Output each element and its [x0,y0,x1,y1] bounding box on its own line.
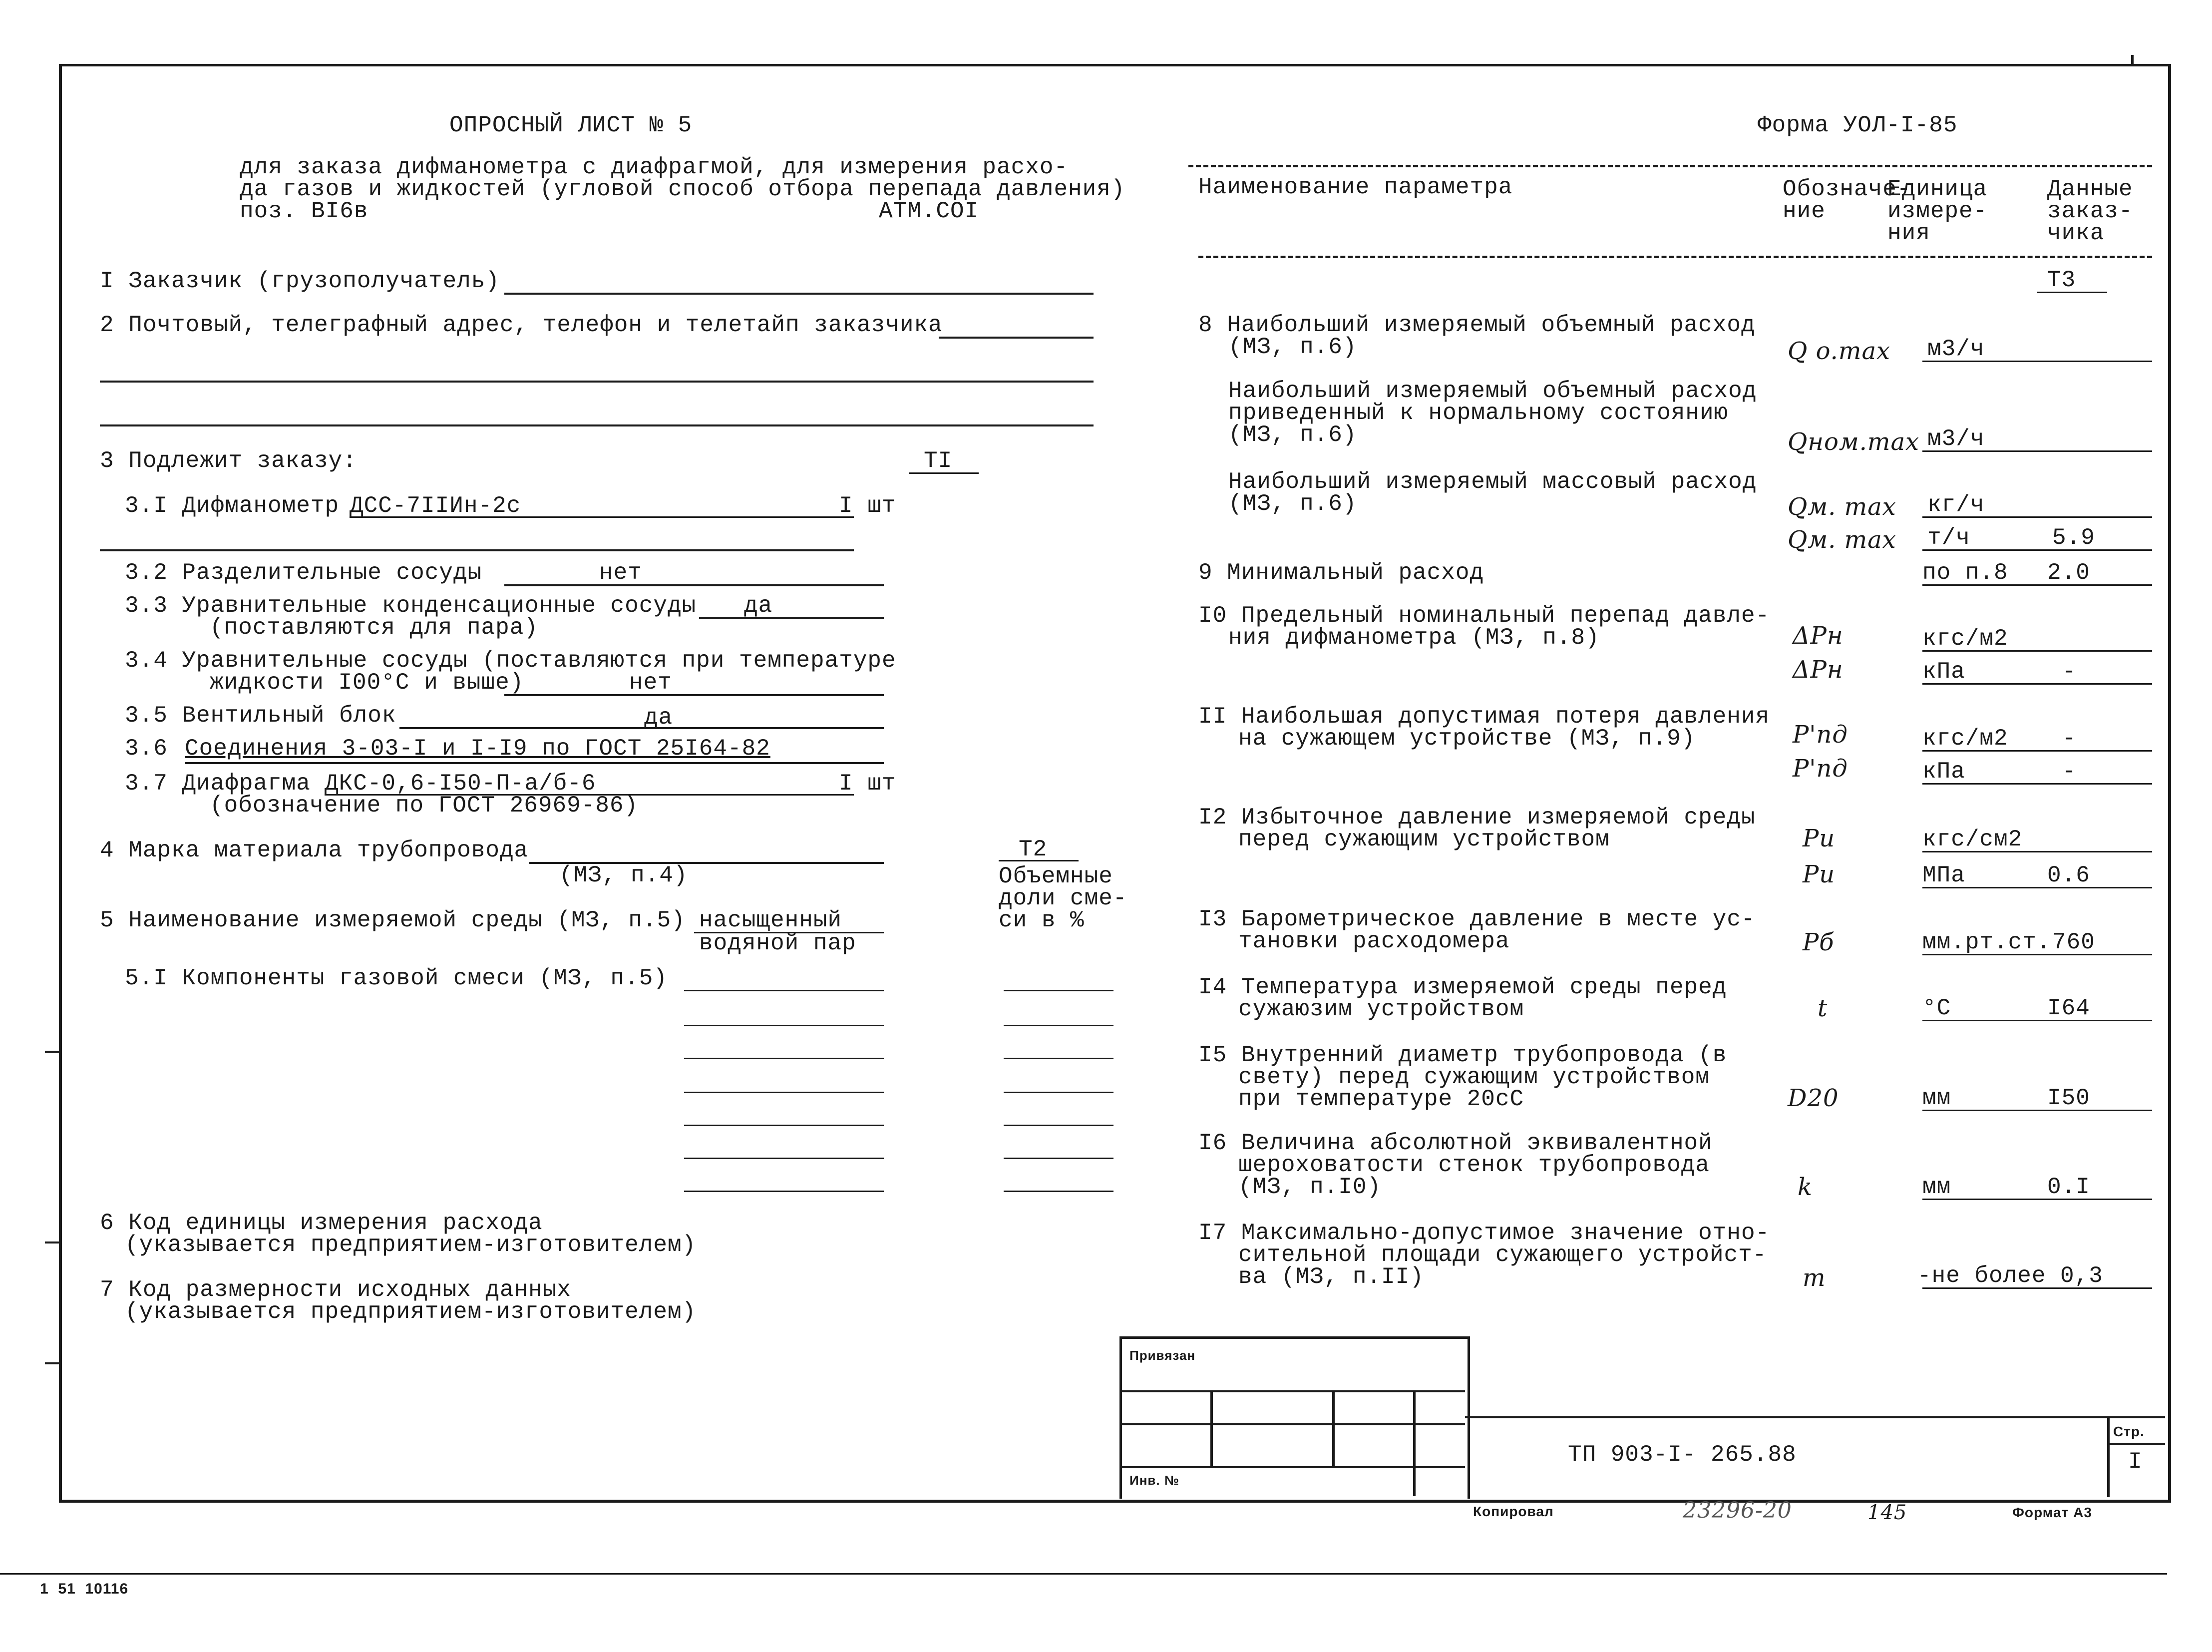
row-12-unit-1: кгс/см2 [1922,826,2023,852]
row-13-label-2: тановки расходомера [1238,928,1510,954]
item-3-5-field[interactable] [399,727,884,729]
bottom-rule [0,1573,2167,1575]
form-code: Форма УОЛ-I-85 [1758,112,1958,138]
row-8n-label: Наибольший измеряемый объемный расход [1228,378,1757,404]
row-11-unit-1: кгс/м2 [1922,726,2008,752]
item-3-1-field[interactable] [350,516,854,518]
t2-caption-1: Объемные [999,863,1113,889]
item-3-2-field[interactable] [504,584,884,586]
row-10-field-1[interactable] [1922,650,2152,652]
row-12-label-2: перед сужающим устройством [1238,826,1610,852]
position: поз. BI6в [240,198,369,224]
row-12-field-2[interactable] [1922,887,2152,888]
row-8-symbol: Q o.max [1788,337,1891,365]
item-3-3-label: 3.3 Уравнительные конденсационные сосуды [125,593,697,619]
gas-fraction-field-6[interactable] [1004,1158,1113,1159]
row-16-unit: мм [1922,1174,1951,1200]
subtitle-line-2: да газов и жидкостей (угловой способ отбора перепада давления) [240,176,1125,202]
item-5-value-1: насыщенный [699,907,842,933]
t2-underline [999,860,1079,861]
row-16-value: 0.I [2047,1174,2090,1200]
gas-component-field-1[interactable] [684,990,884,991]
row-9-value: 2.0 [2047,560,2090,586]
t3-underline [2037,292,2107,293]
row-14-label: I4 Температура измеряемой среды перед [1198,974,1727,1000]
row-14-value: I64 [2047,995,2090,1021]
row-15-label-3: при температуре 20сС [1238,1086,1524,1112]
t2-caption-3: си в % [999,907,1085,933]
stamp-copied-label: Копировал [1473,1504,1554,1519]
row-11-symbol-2: P'пд [1793,755,1848,783]
corner-code: 1 51 10116 [40,1581,129,1597]
stamp-page-label: Стр. [2113,1424,2145,1439]
item-3-1-divider [100,549,854,551]
gas-fraction-field-1[interactable] [1004,990,1113,991]
item-6-note: (указывается предприятием-изготовителем) [125,1232,697,1258]
row-10-value-2: - [2062,659,2077,685]
t1-underline [909,472,979,474]
row-16-label: I6 Величина абсолютной эквивалентной [1198,1130,1713,1156]
item-3-7-label: 3.7 Диафрагма [125,771,311,797]
row-12-field-1[interactable] [1922,851,2152,852]
col-unit-header-3: ния [1887,220,1930,246]
row-15-value: I50 [2047,1085,2090,1111]
row-12-value-2: 0.6 [2047,862,2090,888]
row-15-label: I5 Внутренний диаметр трубопровода (в [1198,1042,1727,1068]
row-8m-label: Наибольший измеряемый массовый расход [1228,469,1757,495]
row-8m-value-2: 5.9 [2052,525,2095,551]
item-3-7-value: ДКС-0,6-I50-П-а/б-6 [325,771,596,797]
row-13-symbol: Pб [1803,928,1835,956]
gas-component-field-3[interactable] [684,1058,884,1059]
row-8n-label-3: (МЗ, п.6) [1228,422,1357,448]
row-8n-label-2: приведенный к нормальному состоянию [1228,400,1729,426]
row-15-label-2: свету) перед сужающим устройством [1238,1064,1710,1090]
row-11-value-1: - [2062,726,2077,752]
item-7-label: 7 Код размерности исходных данных [100,1277,571,1303]
margin-tick-3 [45,1241,60,1243]
row-10-symbol-2: ΔPн [1793,656,1843,684]
item-2-label: 2 Почтовый, телеграфный адрес, телефон и телетайп заказчика [100,312,943,338]
row-10-unit-1: кгс/м2 [1922,626,2008,652]
row-11-value-2: - [2062,759,2077,785]
gas-fraction-field-3[interactable] [1004,1058,1113,1059]
row-11-label-2: на сужающем устройстве (МЗ, п.9) [1238,726,1696,752]
row-12-symbol-2: Pи [1803,860,1836,888]
stamp-col-3 [1413,1390,1416,1496]
row-9-unit: по п.8 [1922,560,2008,586]
item-1-field[interactable] [504,293,1094,295]
item-4-ref: (МЗ, п.4) [559,862,688,888]
stamp-col-2 [1332,1390,1335,1466]
item-2-field-c[interactable] [100,424,1094,426]
stamp-page-number: I [2128,1449,2143,1475]
row-14-unit: °С [1922,995,1951,1021]
stamp-privyazan: Привязан [1129,1348,1196,1363]
row-8m-field-1[interactable] [1922,516,2152,518]
gas-fraction-field-2[interactable] [1004,1025,1113,1026]
row-17-symbol: m [1803,1264,1826,1292]
margin-tick-1 [45,1051,60,1053]
stamp-format: Формат А3 [2012,1505,2092,1520]
row-14-symbol: t [1818,994,1828,1022]
row-8-unit: м3/ч [1927,336,1985,362]
stamp-doc-number: ТП 903-I- 265.88 [1568,1442,1797,1468]
gas-component-field-6[interactable] [684,1158,884,1159]
gas-fraction-field-4[interactable] [1004,1092,1113,1093]
row-10-label-2: ния дифманометра (МЗ, п.8) [1228,625,1600,651]
row-17-label-2: сительной площади сужающего устройст- [1238,1242,1767,1268]
stamp-copy-number: 23296-20 [1683,1498,1792,1523]
gas-component-field-4[interactable] [684,1092,884,1093]
stamp-copy-page: 145 [1867,1501,1907,1524]
row-13-label: I3 Барометрическое давление в месте ус- [1198,906,1756,932]
gas-fraction-field-5[interactable] [1004,1125,1113,1126]
row-8m-unit-2: т/ч [1927,525,1970,551]
row-11-field-2[interactable] [1922,783,2152,785]
item-3-5-label: 3.5 Вентильный блок [125,703,396,729]
row-17-field[interactable] [1922,1287,2152,1289]
item-3-4-label-2: жидкости I00°С и выше) [210,670,524,696]
item-3-6-label: 3.6 [125,736,168,762]
row-13-value: 760 [2052,929,2095,955]
table-header-dashed [1198,256,2152,258]
row-8m-symbol-2: Qм. max [1788,526,1896,554]
item-5-value-2: водяной пар [699,930,856,956]
item-7-note: (указывается предприятием-изготовителем) [125,1299,697,1325]
item-2-field-b[interactable] [100,381,1094,383]
t2-caption-2: доли сме- [999,885,1127,911]
row-8-label: 8 Наибольший измеряемый объемный расход [1198,312,1756,338]
col-data-header-2: заказ- [2047,198,2133,224]
item-3-1-model: ДСС-7IIИн-2с [350,493,521,519]
row-12-symbol-1: Pи [1803,825,1836,852]
margin-tick-2 [45,1362,60,1364]
row-16-label-3: (МЗ, п.I0) [1238,1174,1382,1200]
item-3-6-field[interactable] [185,762,884,764]
row-9-field[interactable] [1922,584,2152,586]
row-8n-unit: м3/ч [1927,426,1985,452]
item-3-4-field[interactable] [504,694,884,696]
form-title: ОПРОСНЫЙ ЛИСТ № 5 [449,112,693,138]
t2-mark: T2 [1019,836,1048,862]
t3-mark: T3 [2047,267,2076,293]
row-16-field[interactable] [1922,1199,2152,1200]
row-8m-label-2: (МЗ, п.6) [1228,491,1357,517]
item-5-1-label: 5.I Компоненты газовой смеси (МЗ, п.5) [125,965,668,991]
row-8m-unit-1: кг/ч [1927,492,1985,518]
row-15-field[interactable] [1922,1110,2152,1111]
item-3-3-note: (поставляются для пара) [210,615,538,641]
row-14-field[interactable] [1922,1020,2152,1021]
item-3-1-label: 3.I Дифманометр [125,493,340,519]
item-3-4-label: 3.4 Уравнительные сосуды (поставляются при температуре [125,648,896,674]
row-14-label-2: сужаюзим устройством [1238,996,1524,1022]
item-6-label: 6 Код единицы измерения расхода [100,1210,543,1236]
item-3-6-value: Соединения 3-03-I и I-I9 по ГОСТ 25I64-82 [185,736,770,762]
item-1-label: I Заказчик (грузополучатель) [100,268,500,294]
item-3-1-qty: I шт [839,493,896,519]
item-3-label: 3 Подлежит заказу: [100,448,357,474]
row-8-field[interactable] [1922,361,2152,362]
gas-component-field-5[interactable] [684,1125,884,1126]
stamp-page-divider [2107,1443,2165,1445]
col-name-header: Наименование параметра [1198,174,1513,200]
row-17-value: -не более 0,3 [1917,1263,2103,1289]
row-8n-field[interactable] [1922,450,2152,452]
row-11-field-1[interactable] [1922,750,2152,752]
row-16-symbol: k [1798,1173,1813,1201]
row-10-label: I0 Предельный номинальный перепад давле- [1198,603,1770,629]
row-12-unit-2: МПа [1922,862,1965,888]
atm-code: АТМ.COI [879,198,979,224]
col-unit-header-1: Единица [1887,176,1988,202]
row-11-label: II Наибольшая допустимая потеря давления [1198,704,1770,730]
item-3-7-note: (обозначение по ГОСТ 26969-86) [210,793,639,819]
row-13-field[interactable] [1922,954,2152,955]
item-3-4-value: нет [629,670,672,696]
item-4-label: 4 Марка материала трубопровода [100,837,529,863]
col-sym-header-2: ние [1783,198,1826,224]
item-3-3-field[interactable] [699,617,884,619]
row-8n-symbol: Qном.max [1788,428,1920,456]
col-data-header-3: чика [2047,220,2105,246]
row-10-symbol-1: ΔPн [1793,622,1843,650]
row-10-unit-2: кПа [1922,659,1965,685]
t1-mark: TI [924,448,953,474]
item-3-3-value: да [744,593,773,619]
item-3-2-value: нет [599,560,642,586]
col-unit-header-2: измере- [1887,198,1988,224]
stamp-doc-top [1465,1416,2165,1418]
col-sym-header-1: Обозначе- [1783,176,1911,202]
row-11-unit-2: кПа [1922,759,1965,785]
row-15-unit: мм [1922,1085,1951,1111]
row-8m-field-2[interactable] [1922,549,2152,551]
item-3-2-label: 3.2 Разделительные сосуды [125,560,482,586]
item-2-field-a[interactable] [939,337,1094,339]
row-13-unit: мм.рт.ст. [1922,929,2051,955]
stamp-inv-label: Инв. № [1129,1473,1179,1488]
row-11-symbol-1: P'пд [1793,721,1848,749]
row-17-label-3: ва (МЗ, п.II) [1238,1264,1424,1290]
row-8-label-2: (МЗ, п.6) [1228,334,1357,360]
row-16-label-2: шероховатости стенок трубопровода [1238,1152,1710,1178]
right-margin-tick [2131,55,2134,65]
item-5-label: 5 Наименование измеряемой среды (МЗ, п.5) [100,907,686,933]
row-8m-symbol-1: Qм. max [1788,493,1896,521]
stamp-col-1 [1210,1390,1213,1466]
item-3-5-value: да [644,705,673,731]
item-3-7-qty: I шт [839,771,896,797]
gas-fraction-field-7[interactable] [1004,1191,1113,1192]
col-data-header-1: Данные [2047,176,2133,202]
row-12-label: I2 Избыточное давление измеряемой среды [1198,805,1756,830]
table-top-dashed [1188,165,2152,167]
subtitle-line-1: для заказа дифманометра с диафрагмой, для измерения расхо- [240,154,1069,180]
row-17-label: I7 Максимально-допустимое значение отно- [1198,1220,1770,1246]
gas-component-field-2[interactable] [684,1025,884,1026]
row-9-label: 9 Минимальный расход [1198,560,1484,586]
row-10-field-2[interactable] [1922,683,2152,685]
gas-component-field-7[interactable] [684,1191,884,1192]
row-15-symbol: D20 [1788,1084,1839,1112]
